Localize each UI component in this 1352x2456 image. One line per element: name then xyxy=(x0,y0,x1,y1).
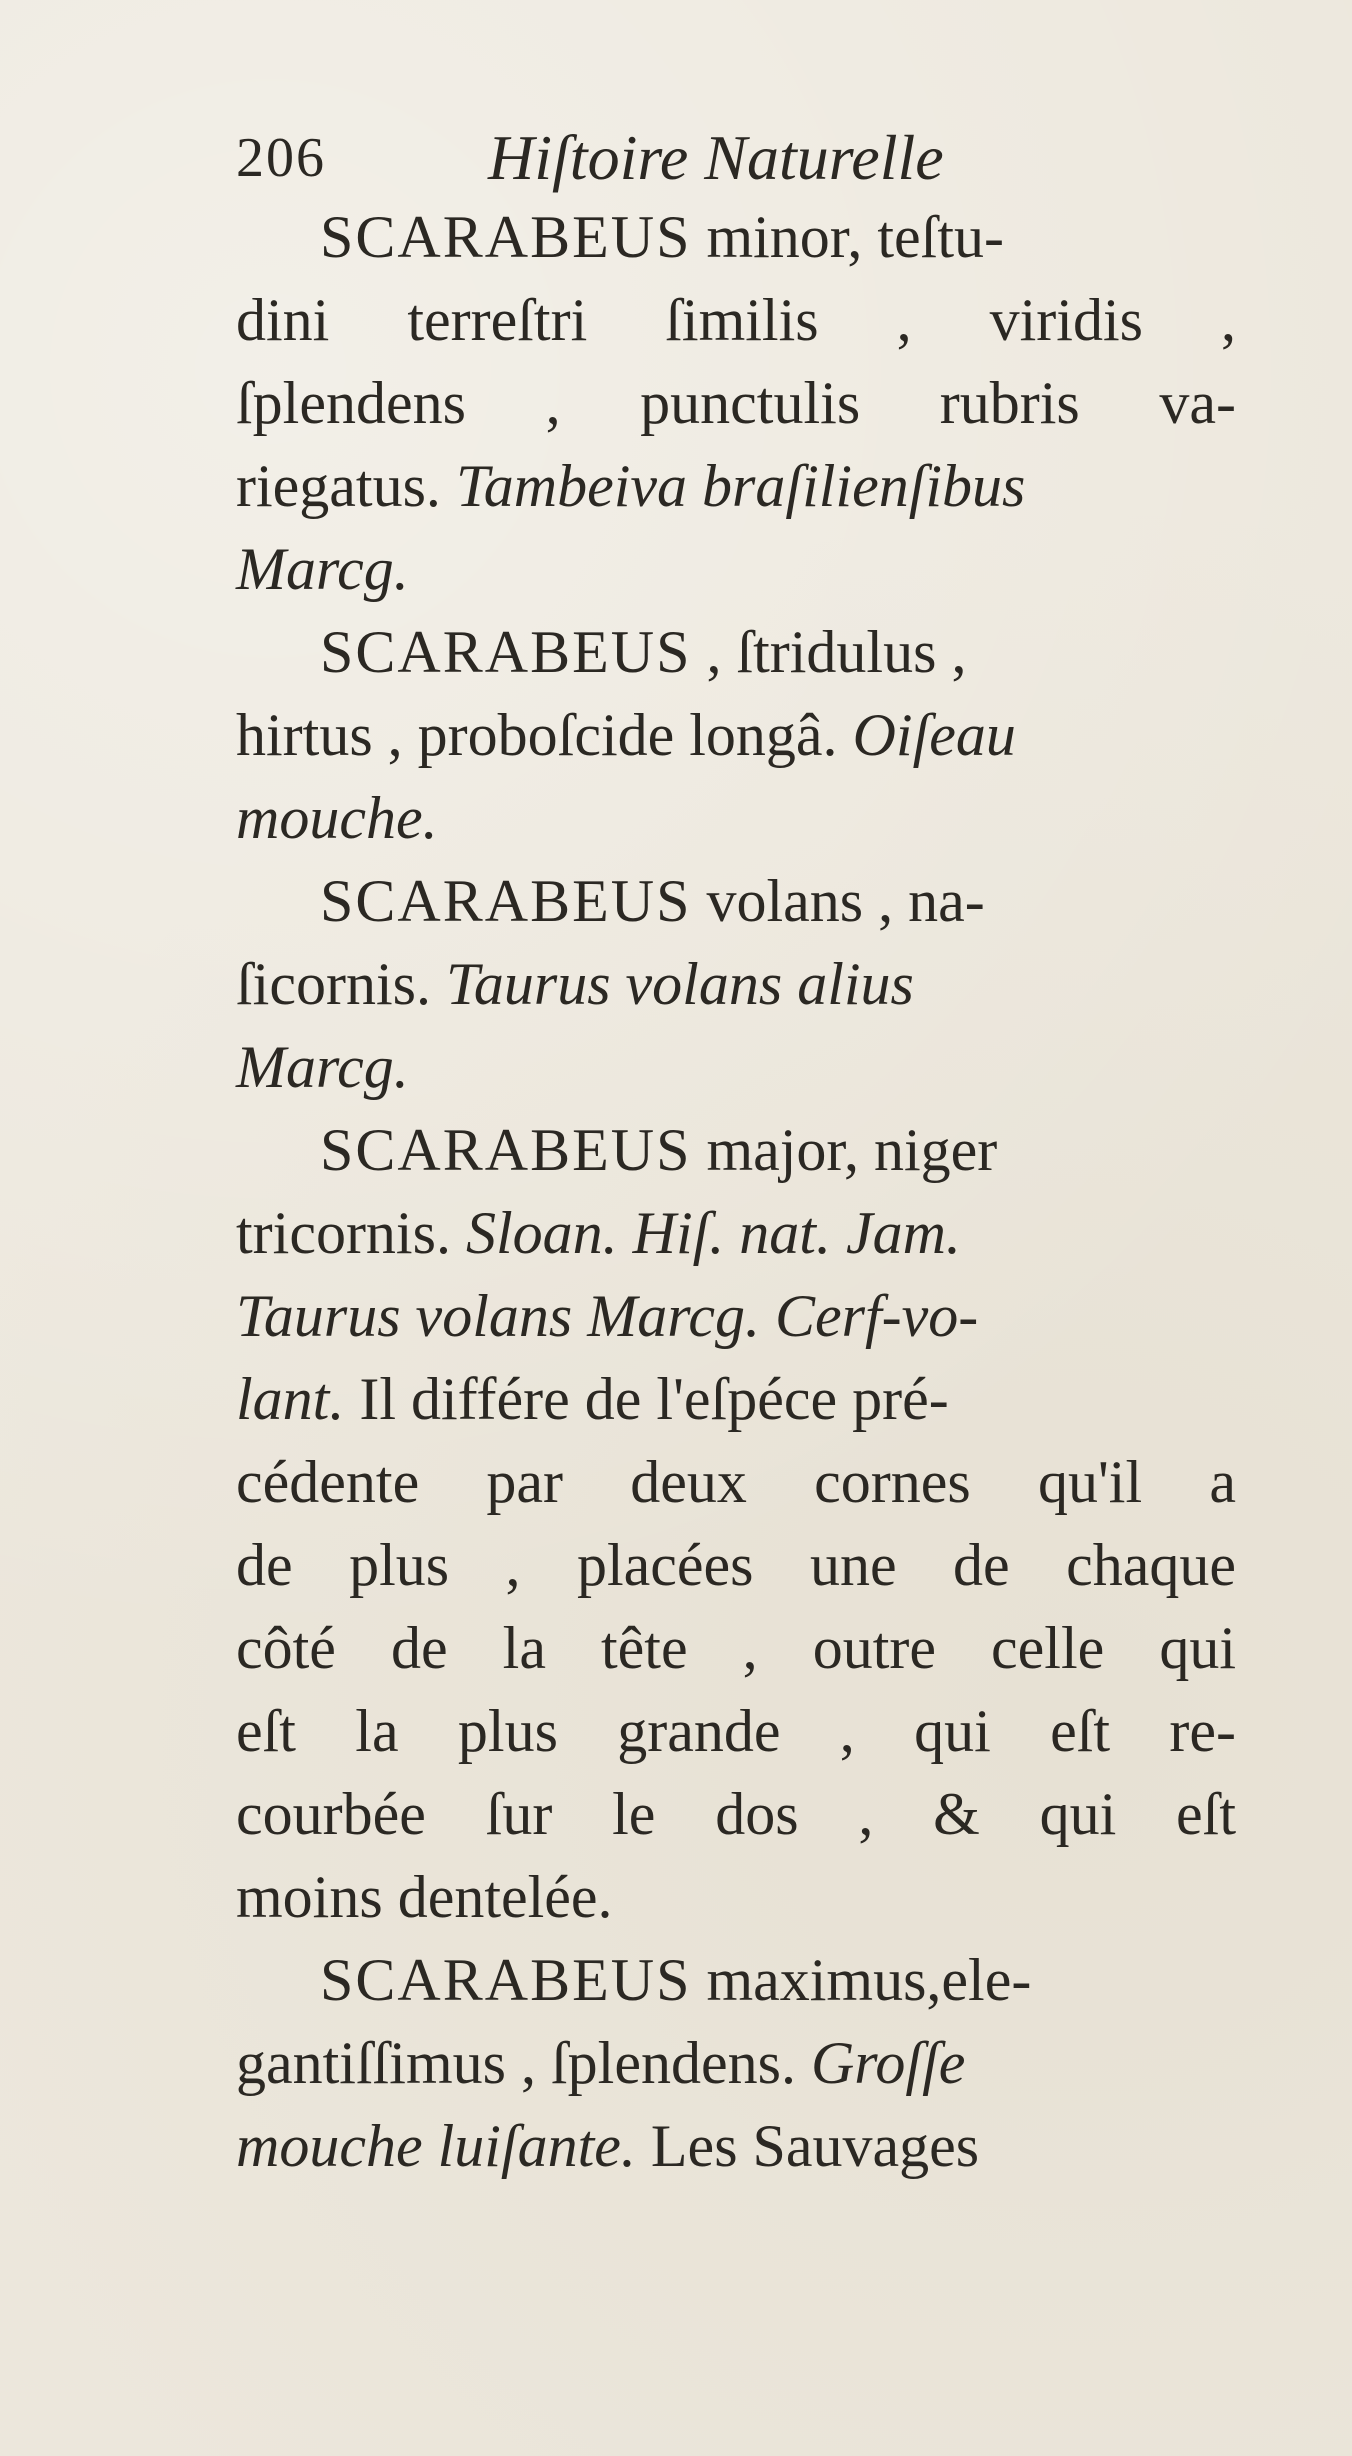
italic-span: Tambeiva braſilienſibus xyxy=(455,453,1026,519)
entry-scarabeus-stridulus xyxy=(236,611,1236,860)
running-title: Hiſtoire Naturelle xyxy=(488,122,944,193)
entry-heading: SCARABEUS xyxy=(320,1947,692,2013)
page-number: 206 xyxy=(236,127,326,189)
text-line: eſt la plus grande , qui eſt re- xyxy=(236,1698,1236,1764)
text-span: volans , na- xyxy=(691,868,985,934)
text-line: courbée ſur le dos , & qui eſt xyxy=(236,1781,1236,1847)
text-span: gantiſſimus , ſplendens. xyxy=(236,2030,811,2096)
text-line xyxy=(236,196,1236,279)
entry-scarabeus-minor xyxy=(236,196,1236,611)
text-span: Il différe de l'eſpéce pré- xyxy=(344,1366,949,1432)
text-span: major, niger xyxy=(691,1117,998,1183)
text-line xyxy=(236,860,1236,943)
text-line: côté de la tête , outre celle qui xyxy=(236,1615,1236,1681)
text-line xyxy=(236,1939,1236,2022)
text-line xyxy=(236,611,1236,694)
entry-heading: SCARABEUS xyxy=(320,1117,692,1183)
italic-span: Groſſe xyxy=(810,2030,966,2096)
text-line: moins dentelée. xyxy=(236,1864,613,1930)
text-line xyxy=(236,2105,1236,2188)
text-line xyxy=(236,943,1236,1026)
text-line: Marcg. xyxy=(236,1034,409,1100)
italic-span: Oiſeau xyxy=(852,702,1016,768)
italic-span: lant. xyxy=(236,1366,345,1432)
text-line: dini terreſtri ſimilis , viridis , xyxy=(236,287,1236,353)
text-line xyxy=(236,1192,1236,1275)
text-span: , ſtridulus , xyxy=(691,619,967,685)
text-line: de plus , placées une de chaque xyxy=(236,1532,1236,1598)
entry-heading: SCARABEUS xyxy=(320,619,692,685)
text-span: riegatus. xyxy=(236,453,456,519)
entry-scarabeus-volans xyxy=(236,860,1236,1109)
text-line xyxy=(236,445,1236,528)
italic-span: Sloan. Hiſ. nat. Jam. xyxy=(465,1200,961,1266)
entry-heading: SCARABEUS xyxy=(320,204,692,270)
text-line xyxy=(236,1358,1236,1441)
text-line: mouche. xyxy=(236,785,438,851)
text-span: hirtus , proboſcide longâ. xyxy=(236,702,853,768)
text-line: ſplendens , punctulis rubris va- xyxy=(236,370,1236,436)
text-span: minor, teſtu- xyxy=(691,204,1004,270)
text-line xyxy=(236,2022,1236,2105)
body-text xyxy=(236,196,1236,2188)
italic-span: mouche luiſante. xyxy=(236,2113,636,2179)
text-span: tricornis. xyxy=(236,1200,466,1266)
entry-heading: SCARABEUS xyxy=(320,868,692,934)
entry-scarabeus-major xyxy=(236,1109,1236,1939)
italic-span: Taurus volans alius xyxy=(445,951,914,1017)
text-line xyxy=(236,1109,1236,1192)
text-line: cédente par deux cornes qu'il a xyxy=(236,1449,1236,1515)
text-line xyxy=(236,694,1236,777)
running-head xyxy=(236,118,1236,198)
text-line: Marcg. xyxy=(236,536,409,602)
text-span: maximus,ele- xyxy=(691,1947,1032,2013)
text-line: Taurus volans Marcg. Cerf-vo- xyxy=(236,1283,979,1349)
text-span: ſicornis. xyxy=(236,951,446,1017)
entry-scarabeus-maximus xyxy=(236,1939,1236,2188)
text-span: Les Sauvages xyxy=(635,2113,980,2179)
